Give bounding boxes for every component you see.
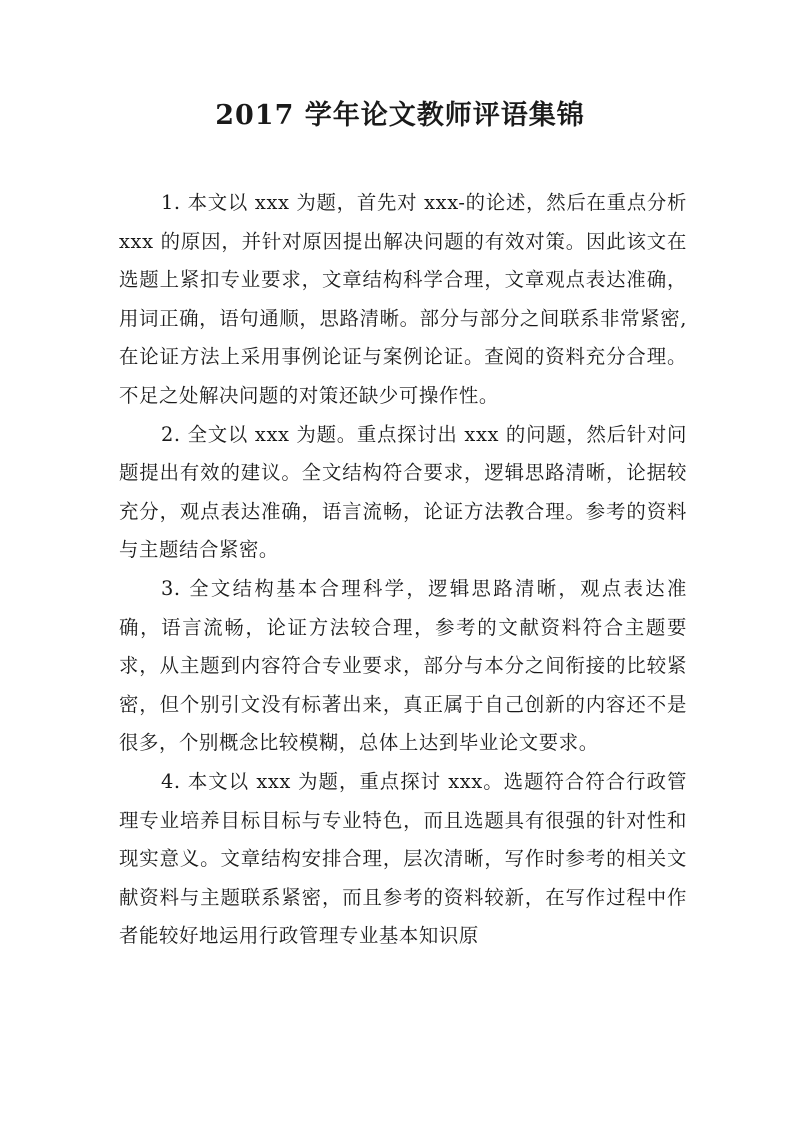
comment-paragraph-2: 2. 全文以 xxx 为题。重点探讨出 xxx 的问题，然后针对问题提出有效的建议。全文结构符合要求，逻辑思路清晰，论据较充分，观点表达准确，语言流畅，论证方法教合理。参考的资料与主题结合紧密。 bbox=[119, 422, 687, 562]
comment-paragraph-3: 3. 全文结构基本合理科学，逻辑思路清晰，观点表达准确，语言流畅，论证方法较合理，参考的文献资料符合主题要求，从主题到内容符合专业要求，部分与本分之间衔接的比较紧密，但个别引文没有标著出来，真正属于自己创新的内容还不是很多，个别概念比较模糊，总体上达到毕业论文要求。 bbox=[119, 576, 687, 755]
comment-paragraph-1: 1. 本文以 xxx 为题，首先对 xxx-的论述，然后在重点分析 xxx 的原因，并针对原因提出解决问题的有效对策。因此该文在选题上紧扣专业要求，文章结构科学合理，文章观点表达准确，用词正确，语句通顺，思路清晰。部分与部分之间联系非常紧密,在论证方法上采用事例论证与案例论证。查阅的资料充分合理。不足之处解决问题的对策还缺少可操作性。 bbox=[119, 191, 687, 407]
document-title: 2017 学年论文教师评语集锦 bbox=[215, 100, 585, 131]
document-body bbox=[119, 184, 687, 956]
comment-paragraph-4: 4. 本文以 xxx 为题，重点探讨 xxx。选题符合符合行政管理专业培养目标目标与专业特色，而且选题具有很强的针对性和现实意义。文章结构安排合理，层次清晰，写作时参考的相关文献资料与主题联系紧密，而且参考的资料较新，在写作过程中作者能较好地运用行政管理专业基本知识原 bbox=[119, 769, 687, 948]
